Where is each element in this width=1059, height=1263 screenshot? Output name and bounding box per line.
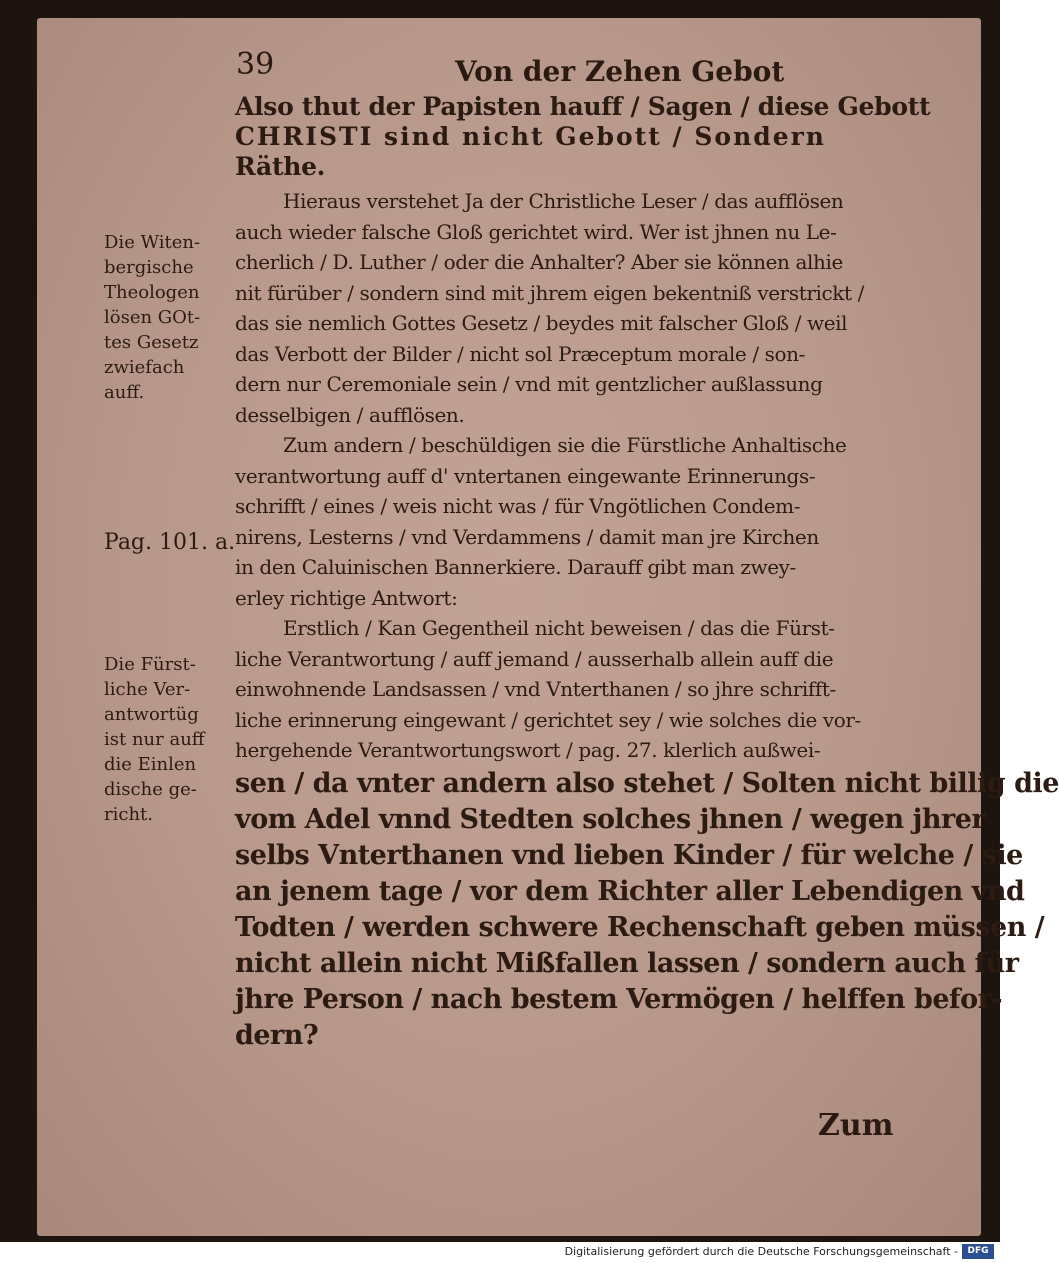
- text-line: Räthe.: [235, 152, 326, 181]
- text-line: das sie nemlich Gottes Gesetz / beydes mit falscher Gloß / weil: [235, 311, 848, 335]
- text-line: Also thut der Papisten hauff / Sagen / diese Gebott: [235, 92, 931, 121]
- quoted-text-line: nicht allein nicht Mißfallen lassen / sondern auch für: [235, 947, 1019, 979]
- text-line: schrifft / eines / weis nicht was / für Vngötlichen Condem-: [235, 494, 801, 518]
- catchword: Zum: [818, 1108, 894, 1143]
- text-line: einwohnende Landsassen / vnd Vnterthanen / so jhre schrifft-: [235, 677, 836, 701]
- text-line: das Verbott der Bilder / nicht sol Præceptum morale / son-: [235, 341, 805, 366]
- quoted-text-line: dern?: [235, 1019, 319, 1051]
- text-line: in den Caluinischen Bannerkiere. Darauff gibt man zwey-: [235, 555, 796, 579]
- text-line: liche Verantwortung / auff jemand / ausserhalb allein auff die: [235, 646, 834, 671]
- text-line: cherlich / D. Luther / oder die Anhalter? Aber sie können alhie: [235, 250, 843, 274]
- quoted-text-line: vom Adel vnnd Stedten solches jhnen / wegen jhrer: [235, 803, 986, 835]
- text-line: nit fürüber / sondern sind mit jhrem eigen bekentniß verstrickt /: [235, 280, 864, 305]
- quoted-text-line: jhre Person / nach bestem Vermögen / helffen befor-: [235, 983, 1003, 1015]
- funding-credit: Digitalisierung gefördert durch die Deutsche Forschungsgemeinschaft -: [564, 1245, 958, 1258]
- text-line: Hieraus verstehet Ja der Christliche Leser / das aufflösen: [283, 189, 844, 213]
- text-line: liche erinnerung eingewant / gerichtet sey / wie solches die vor-: [235, 707, 861, 732]
- main-text-column: [235, 92, 1059, 1054]
- marginal-page-reference: Pag. 101. a.: [104, 530, 236, 555]
- marginal-note: Die Fürst- liche Ver- antwortüg ist nur auff die Einlen dische ge- richt.: [104, 654, 205, 825]
- running-head: Von der Zehen Gebot: [455, 55, 785, 88]
- quoted-text-line: sen / da vnter andern also stehet / Solten nicht billig die: [235, 767, 1059, 799]
- text-line: auch wieder falsche Gloß gerichtet wird. Wer ist jhnen nu Le-: [235, 219, 837, 244]
- digitization-footer: [0, 1242, 1000, 1263]
- text-line: erley richtige Antwort:: [235, 585, 458, 610]
- text-line: Zum andern / beschüldigen sie die Fürstliche Anhaltische: [283, 433, 847, 457]
- text-line: CHRISTI sind nicht Gebott / Sondern: [235, 122, 826, 151]
- quoted-text-line: selbs Vnterthanen vnd lieben Kinder / für welche / sie: [235, 839, 1023, 871]
- text-line: desselbigen / aufflösen.: [235, 402, 465, 427]
- page-number: 39: [236, 47, 275, 82]
- text-line: nirens, Lesterns / vnd Verdammens / damit man jre Kirchen: [235, 524, 819, 549]
- text-line: dern nur Ceremoniale sein / vnd mit gentzlicher außlassung: [235, 372, 823, 396]
- quoted-text-line: Todten / werden schwere Rechenschaft geben müssen /: [235, 911, 1045, 943]
- dfg-logo: DFG: [962, 1244, 994, 1259]
- text-line: verantwortung auff d' vntertanen eingewante Erinnerungs-: [235, 463, 816, 488]
- quoted-text-line: an jenem tage / vor dem Richter aller Lebendigen vnd: [235, 875, 1025, 907]
- text-line: hergehende Verantwortungswort / pag. 27. klerlich außwei-: [235, 738, 821, 762]
- marginal-note: Die Witen- bergische Theologen lösen GOt- tes Gesetz zwiefach auff.: [104, 232, 201, 403]
- text-line: Erstlich / Kan Gegentheil nicht beweisen / das die Fürst-: [283, 616, 835, 640]
